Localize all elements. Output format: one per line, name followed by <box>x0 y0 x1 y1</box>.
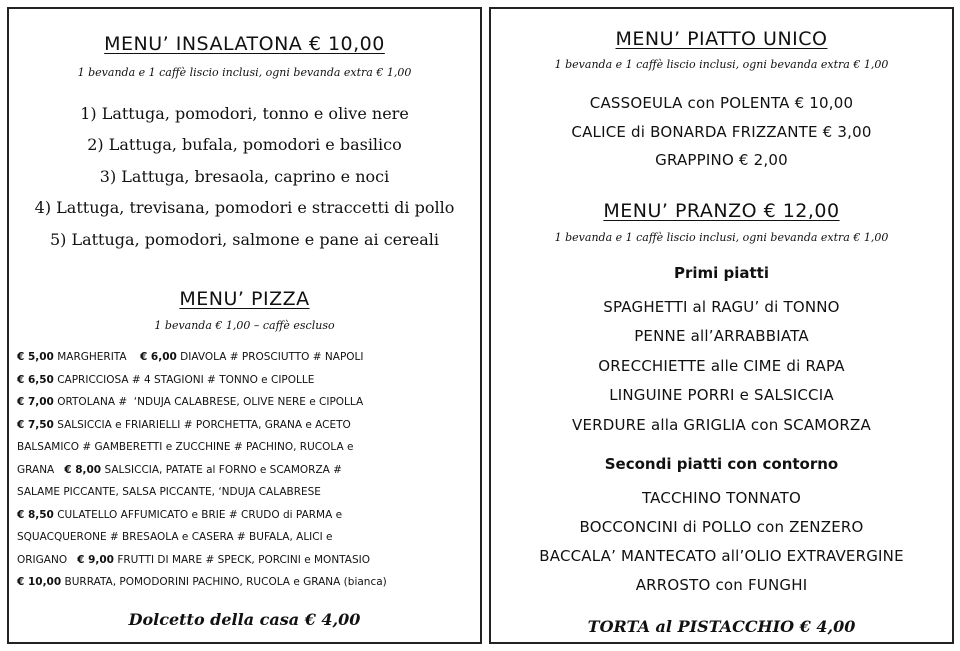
primi-item-3: ORECCHIETTE alle CIME di RAPA <box>598 357 845 375</box>
pizza-line <box>17 414 472 437</box>
secondi-item-3: BACCALA’ MANTECATO all’OLIO EXTRAVERGINE <box>539 547 904 565</box>
pizza-text: SALSICCIA e FRIARIELLI # PORCHETTA, GRANA e ACETO <box>53 418 351 431</box>
pizza-text: BALSAMICO # GAMBERETTI e ZUCCHINE # PACHINO, RUCOLA e <box>17 441 354 453</box>
pizza-text: CAPRICCIOSA # 4 STAGIONI # TONNO e CIPOLLE <box>53 373 315 386</box>
pizza-line <box>17 346 472 369</box>
piatto-unico-item-1: CASSOEULA con POLENTA € 10,00 <box>589 94 854 112</box>
pizza-text: SALAME PICCANTE, SALSA PICCANTE, ‘NDUJA CALABRESE <box>17 486 321 498</box>
pizza-text: SALSICCIA, PATATE al FORNO e SCAMORZA # <box>101 463 342 476</box>
pizza-note: 1 bevanda € 1,00 – caffè escluso <box>154 319 335 332</box>
pizza-price: € 7,00 <box>17 396 54 408</box>
pranzo-note: 1 bevanda e 1 caffè liscio inclusi, ogni bevanda extra € 1,00 <box>554 231 889 244</box>
pizza-text: GRANA <box>17 463 65 476</box>
pizza-line <box>17 436 472 459</box>
pizza-price: € 8,00 <box>64 463 102 476</box>
primi-item-4: LINGUINE PORRI e SALSICCIA <box>609 386 834 404</box>
insalatona-item-5: 5) Lattuga, pomodori, salmone e pane ai cereali <box>49 230 440 249</box>
pizza-price: € 6,50 <box>17 373 54 386</box>
pizza-price: € 10,00 <box>17 576 62 588</box>
pizza-line <box>17 526 472 549</box>
pizza-text: DIAVOLA # PROSCIUTTO # NAPOLI <box>176 351 364 363</box>
pizza-title: MENU’ PIZZA <box>179 288 310 310</box>
pizza-text: MARGHERITA <box>53 351 140 363</box>
pizza-line <box>17 369 472 392</box>
pizza-text: BURRATA, POMODORINI PACHINO, RUCOLA e GRANA (bianca) <box>61 576 387 588</box>
pizza-price: € 8,50 <box>17 508 54 521</box>
pizza-price: € 7,50 <box>17 418 54 431</box>
pizza-text: ORIGANO <box>17 553 78 566</box>
pizza-price: € 5,00 <box>17 351 54 363</box>
pizza-line <box>17 459 472 482</box>
secondi-item-4: ARROSTO con FUNGHI <box>635 576 808 594</box>
secondi-item-1: TACCHINO TONNATO <box>641 489 802 507</box>
pizza-line <box>17 481 472 504</box>
primi-item-1: SPAGHETTI al RAGU’ di TONNO <box>603 298 840 316</box>
insalatona-title: MENU’ INSALATONA € 10,00 <box>104 33 385 55</box>
insalatona-item-4: 4) Lattuga, trevisana, pomodori e straccetti di pollo <box>34 198 455 217</box>
primi-heading: Primi piatti <box>673 264 769 282</box>
insalatona-item-1: 1) Lattuga, pomodori, tonno e olive nere <box>80 104 409 123</box>
primi-item-2: PENNE all’ARRABBIATA <box>634 327 809 345</box>
secondi-heading: Secondi piatti con contorno <box>604 455 839 473</box>
pizza-text: SQUACQUERONE # BRESAOLA e CASERA # BUFALA, ALICI e <box>17 531 333 543</box>
primi-item-5: VERDURE alla GRIGLIA con SCAMORZA <box>571 416 871 434</box>
piatto-unico-item-2: CALICE di BONARDA FRIZZANTE € 3,00 <box>571 123 872 141</box>
dessert-line: TORTA al PISTACCHIO € 4,00 <box>587 617 856 636</box>
pizza-list <box>9 346 480 594</box>
pizza-line <box>17 391 472 414</box>
pizza-text: ORTOLANA # ‘NDUJA CALABRESE, OLIVE NERE e CIPOLLA <box>53 396 364 408</box>
piatto-unico-title: MENU’ PIATTO UNICO <box>615 28 828 50</box>
menu-left-panel <box>7 7 482 644</box>
piatto-unico-note: 1 bevanda e 1 caffè liscio inclusi, ogni bevanda extra € 1,00 <box>554 58 889 71</box>
pizza-price: € 9,00 <box>77 553 114 566</box>
menu-right-panel <box>489 7 954 644</box>
pizza-text: FRUTTI DI MARE # SPECK, PORCINI e MONTASIO <box>113 553 370 566</box>
pranzo-title: MENU’ PRANZO € 12,00 <box>603 200 840 222</box>
insalatona-item-3: 3) Lattuga, bresaola, caprino e noci <box>99 167 390 186</box>
dolcetto-line: Dolcetto della casa € 4,00 <box>128 610 361 629</box>
pizza-price: € 6,00 <box>139 351 177 363</box>
insalatona-note: 1 bevanda e 1 caffè liscio inclusi, ogni bevanda extra € 1,00 <box>77 66 412 79</box>
pizza-line <box>17 549 472 572</box>
piatto-unico-item-3: GRAPPINO € 2,00 <box>655 151 788 169</box>
pizza-line <box>17 504 472 527</box>
secondi-item-2: BOCCONCINI di POLLO con ZENZERO <box>579 518 864 536</box>
pizza-text: CULATELLO AFFUMICATO e BRIE # CRUDO di PARMA e <box>53 508 343 521</box>
insalatona-item-2: 2) Lattuga, bufala, pomodori e basilico <box>87 135 402 154</box>
pizza-line <box>17 571 472 594</box>
